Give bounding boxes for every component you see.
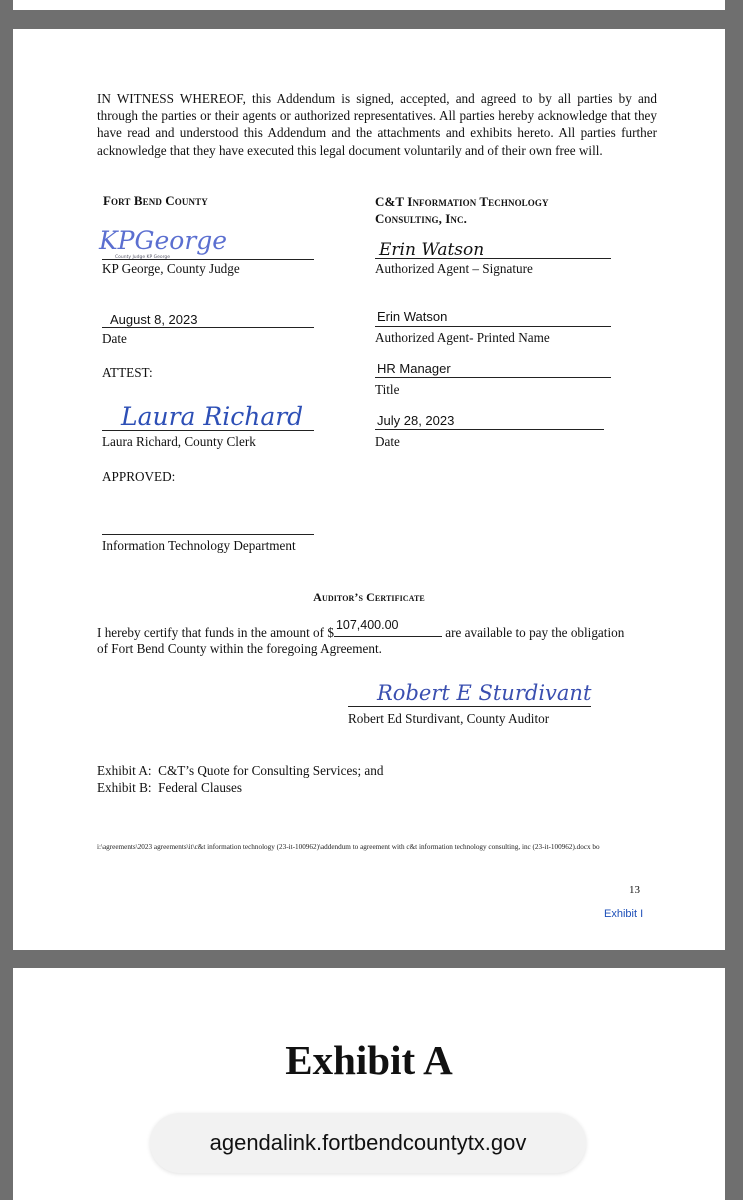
agent-signature-text: Erin Watson [379, 240, 485, 260]
auditor-text-before: I hereby certify that funds in the amount of $ [97, 625, 334, 640]
clerk-signature-line [102, 430, 314, 431]
auditor-amount-field [334, 618, 442, 637]
auditor-text-line2: of Fort Bend County within the foregoing Agreement. [97, 641, 382, 656]
auditor-signature [377, 672, 592, 708]
document-page [13, 29, 725, 950]
auditor-label: Robert Ed Sturdivant, County Auditor [348, 711, 550, 726]
judge-date-value: August 8, 2023 [110, 312, 198, 327]
agent-printed-value: Erin Watson [377, 309, 448, 324]
agent-signature-label: Authorized Agent – Signature [375, 261, 533, 276]
auditor-signature-line [348, 706, 591, 707]
clerk-label: Laura Richard, County Clerk [102, 434, 256, 449]
file-path: i:\agreements\2023 agreements\it\c&t information technology (23-it-100962)\addendum to agreement with c&t information technology consulting, inc (23-it-100962).docx bo [97, 843, 600, 851]
it-dept-label: Information Technology Department [102, 538, 296, 553]
judge-signature [99, 223, 228, 261]
page-number: 13 [629, 884, 640, 896]
right-party-heading [375, 193, 549, 227]
judge-date-line [102, 327, 314, 328]
agent-date-line [375, 429, 604, 430]
auditor-text-after: are available to pay the obligation [441, 625, 625, 640]
agent-date-label: Date [375, 434, 400, 449]
judge-signature-caption: County Judge KP George [115, 255, 171, 260]
auditor-heading: Auditor’s Certificate [313, 590, 425, 604]
agent-printed-label: Authorized Agent- Printed Name [375, 330, 550, 345]
judge-signature-line [102, 259, 314, 260]
url-bar[interactable]: agendalink.fortbendcountytx.gov [150, 1113, 586, 1173]
auditor-text-line1 [97, 618, 657, 641]
title-line [375, 377, 611, 378]
previous-page-edge [13, 0, 725, 10]
clerk-signature-text: Laura Richard [121, 402, 304, 431]
approved-label: APPROVED: [102, 469, 176, 484]
auditor-amount: 107,400.00 [335, 618, 399, 632]
agent-signature-line [375, 258, 611, 259]
judge-label: KP George, County Judge [102, 261, 240, 276]
exhibit-a-line: Exhibit A: C&T’s Quote for Consulting Services; and [97, 763, 384, 778]
witness-paragraph: IN WITNESS WHEREOF, this Addendum is signed, accepted, and agreed to by all parties by and through the parties or their agents or authorized representatives. All parties hereby acknowledge that they have read and understood this Addendum and the attachments and exhibits hereto. All parties further acknowledge that they have executed this legal document voluntarily and of their own free will. [97, 91, 657, 158]
title-label: Title [375, 382, 400, 397]
judge-date-label: Date [102, 331, 127, 346]
attest-label: ATTEST: [102, 365, 153, 380]
exhibit-i-label: Exhibit I [604, 908, 644, 920]
agent-printed-line [375, 326, 611, 327]
title-value: HR Manager [377, 361, 451, 376]
judge-signature-text: KPGeorge [99, 226, 228, 255]
auditor-signature-text: Robert E Sturdivant [377, 681, 592, 705]
agent-date-value: July 28, 2023 [377, 413, 455, 428]
it-signature-line [102, 534, 314, 535]
exhibit-a-title: Exhibit A [285, 1037, 453, 1083]
right-party-line1: C&T Information Technology [375, 194, 549, 209]
left-party-heading: Fort Bend County [103, 193, 208, 208]
right-party-line2: Consulting, Inc. [375, 211, 467, 226]
exhibit-b-line: Exhibit B: Federal Clauses [97, 780, 243, 795]
